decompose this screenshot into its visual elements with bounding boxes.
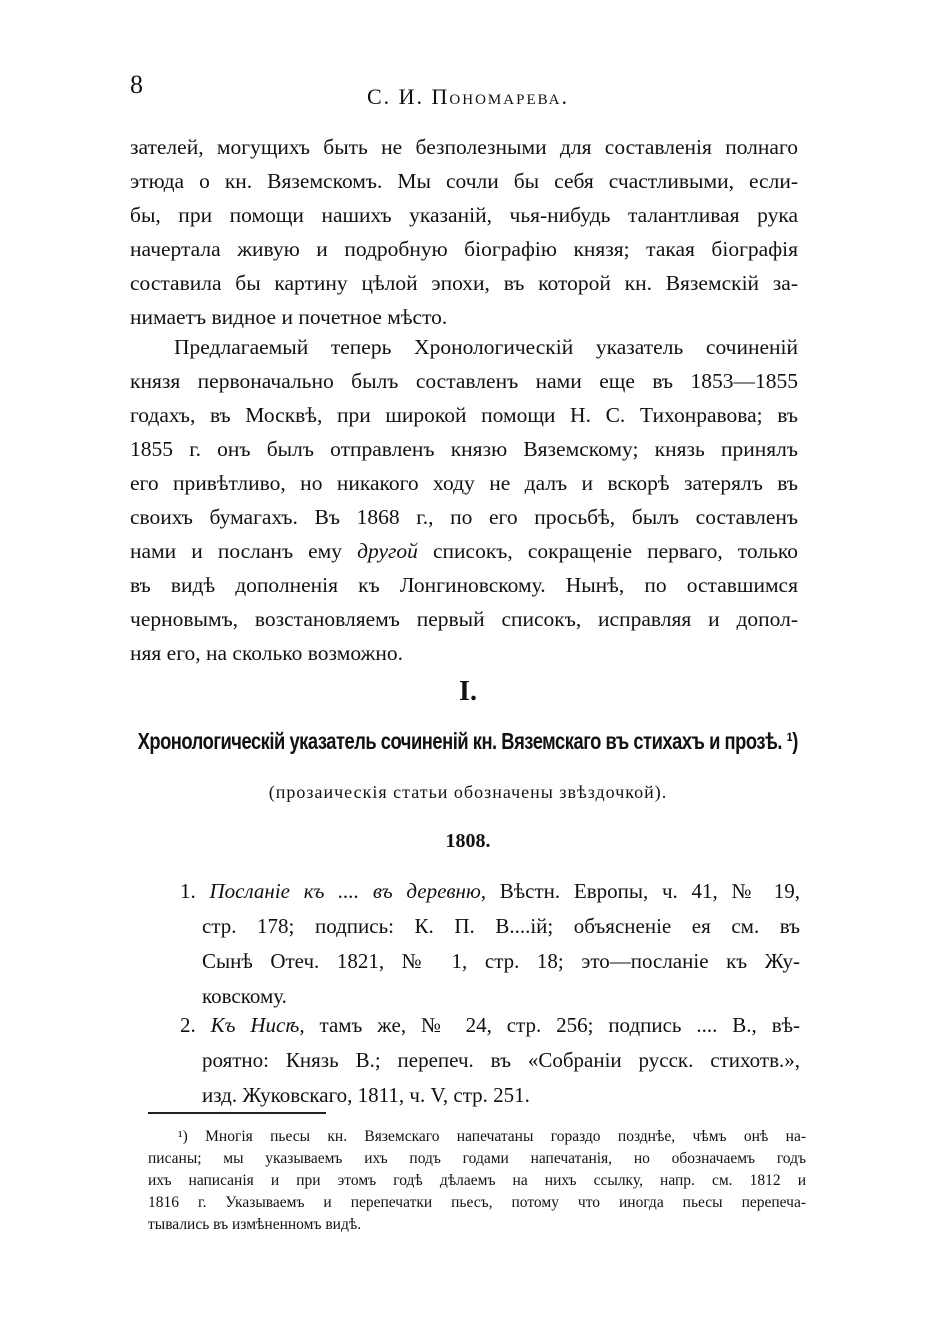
- section-subtitle: (прозаическія статьи обозначены звѣздочкой).: [268, 782, 668, 802]
- text-segment: нами и посланъ ему: [130, 539, 358, 563]
- footnote-line: 1816 г. Указываемъ и перепечатки пьесъ, потому что иногда пьесы перепеча-: [148, 1194, 806, 1211]
- text-line: черновымъ, возстановляемъ первый списокъ, исправляя и допол-: [130, 607, 798, 631]
- text-line: изд. Жуковскаго, 1811, ч. V, стр. 251.: [202, 1083, 530, 1107]
- entry-first-line: [180, 874, 800, 909]
- text-line: годахъ, въ Москвѣ, при широкой помощи Н. С. Тихонравова; въ: [130, 403, 798, 427]
- text-line: 1855 г. онъ былъ отправленъ князю Вяземскому; князь принялъ: [130, 437, 798, 461]
- intro-paragraph-2: [130, 330, 798, 670]
- entry-source: тамъ же, № 24, стр. 256; подпись .... В., вѣ-: [304, 1013, 800, 1037]
- italic-word: другой: [357, 539, 418, 563]
- entry-number: 1.: [180, 879, 196, 903]
- intro-paragraph-1: [130, 130, 798, 334]
- text-line: зателей, могущихъ быть не безполезными для составленія полнаго: [130, 135, 798, 159]
- entry-source: Вѣстн. Европы, ч. 41, № 19,: [486, 879, 801, 903]
- footnote: [148, 1126, 806, 1236]
- text-line: въ видѣ дополненія къ Лонгиновскому. Нынѣ, по оставшимся: [130, 573, 798, 597]
- text-segment: списокъ, сокращеніе перваго, только: [417, 539, 798, 563]
- running-title: С. И. Пономарева.: [366, 84, 569, 109]
- footnote-line: [148, 1126, 806, 1148]
- text-line: стр. 178; подпись: К. П. В....ій; объясненіе ея см. въ: [202, 914, 800, 938]
- footnote-line: тывались въ измѣненномъ видѣ.: [148, 1216, 362, 1233]
- text-line: князя первоначально былъ составленъ нами еще въ 1853—1855: [130, 369, 798, 393]
- text-line: его привѣтливо, но никакого ходу не далъ и вскорѣ затерялъ въ: [130, 471, 798, 495]
- text-line: своихъ бумагахъ. Въ 1868 г., по его просьбѣ, былъ составленъ: [130, 505, 798, 529]
- year-heading: 1808.: [445, 830, 491, 852]
- text-segment: Многія пьесы кн. Вяземскаго напечатаны гораздо позднѣе, чѣмъ онѣ на-: [187, 1128, 806, 1145]
- section-numeral: I.: [459, 676, 477, 707]
- text-line: Предлагаемый теперь Хронологическій указатель сочиненій: [174, 335, 798, 359]
- entry-title: Къ Нисѣ,: [210, 1013, 305, 1037]
- text-line: ковскому.: [202, 984, 287, 1008]
- text-line: этюда о кн. Вяземскомъ. Мы сочли бы себя счастливыми, если-: [130, 169, 798, 193]
- text-line: роятно: Князь В.; перепеч. въ «Собраніи русск. стихотв.»,: [202, 1048, 800, 1072]
- footnote-divider: [148, 1112, 326, 1114]
- text-line: [130, 534, 798, 568]
- text-line: няя его, на сколько возможно.: [130, 641, 404, 665]
- entry-first-line: [180, 1008, 800, 1043]
- text-line: нимаетъ видное и почетное мѣсто.: [130, 305, 448, 329]
- footnote-line: ихъ написанія и при этомъ годѣ дѣлаемъ на нихъ ссылку, напр. см. 1812 и: [148, 1172, 806, 1189]
- section-title: Хронологическій указатель сочиненій кн. Вяземскаго въ стихахъ и прозѣ. ¹): [137, 728, 798, 754]
- footnote-marker: ¹): [178, 1128, 188, 1145]
- text-line: составила бы картину цѣлой эпохи, въ которой кн. Вяземскій за-: [130, 271, 798, 295]
- text-line: начертала живую и подробную біографію князя; такая біографія: [130, 237, 798, 261]
- footnote-line: писаны; мы указываемъ ихъ подъ годами напечатанія, но обозначаемъ годъ: [148, 1150, 806, 1167]
- page-number: 8: [130, 70, 143, 99]
- text-line: бы, при помощи нашихъ указаній, чья-нибудь талантливая рука: [130, 203, 798, 227]
- list-item: [180, 874, 800, 1014]
- text-line: Сынѣ Отеч. 1821, № 1, стр. 18; это—посланіе къ Жу-: [202, 949, 800, 973]
- entry-title: Посланіе къ .... въ деревню,: [209, 879, 486, 903]
- list-item: [180, 1008, 800, 1113]
- entry-number: 2.: [180, 1013, 196, 1037]
